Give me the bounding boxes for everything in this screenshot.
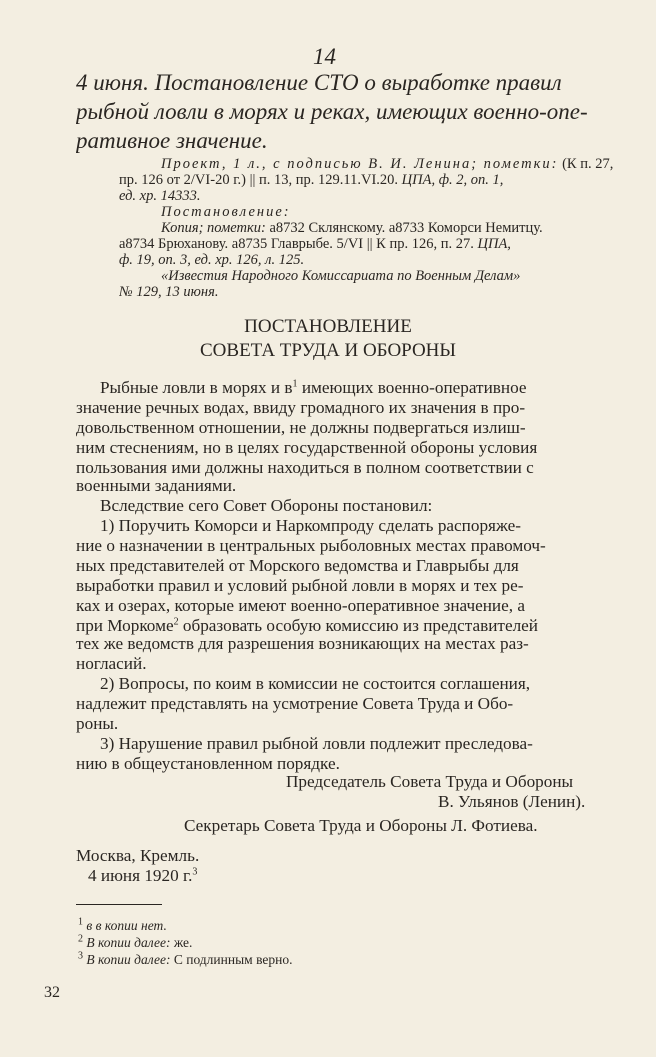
archival-line-1: Проект, 1 л., с подписью В. И. Ленина; пометки: (К п. 27, [161, 156, 614, 172]
signature-secretary: Секретарь Совета Труда и Обороны Л. Фотиева. [184, 816, 538, 835]
archival-line-8: «Известия Народного Комиссариата по Военным Делам» [161, 268, 521, 284]
date-line: 4 июня 1920 г.$^3$ [88, 866, 198, 885]
archival-line-6: а8734 Брюханову. а8735 Главрыбе. 5/VI || К пр. 126, п. 27. ЦПА, [119, 236, 511, 252]
document-title-line-1: ПОСТАНОВЛЕНИЕ [244, 316, 412, 337]
archival-line-4: Постановление: [161, 204, 291, 220]
heading-line-3: ративное значение. [76, 128, 268, 153]
body-line-17: надлежит представлять на усмотрение Совета Труда и Обо- [76, 694, 514, 713]
body-line-15: ногласий. [76, 654, 147, 673]
footnote-divider [76, 904, 162, 905]
archival-line-3: ед. хр. 14333. [119, 188, 201, 204]
page-number-bottom: 32 [44, 984, 60, 1001]
body-line-20: нию в общеустановленном порядке. [76, 754, 340, 773]
body-line-2: значение речных водах, ввиду громадного их значения в про- [76, 398, 526, 417]
footnote-3: $^3$ В копии далее: С подлинным верно. [78, 950, 293, 967]
body-line-1: Рыбные ловли в морях и $в^1$ имеющих военно-оперативное [100, 378, 527, 397]
footnote-1: $^1$ в в копии нет. [78, 916, 167, 933]
document-title-line-2: СОВЕТА ТРУДА И ОБОРОНЫ [200, 340, 456, 361]
body-line-19: 3) Нарушение правил рыбной ловли подлежит преследова- [100, 734, 533, 753]
archival-line-5: Копия; пометки: а8732 Склянскому. а8733 Коморси Немитцу. [161, 220, 543, 236]
archival-line-7: ф. 19, оп. 3, ед. хр. 126, л. 125. [119, 252, 305, 268]
body-line-6: военными заданиями. [76, 476, 237, 495]
signature-chairman-title: Председатель Совета Труда и Обороны [286, 772, 574, 791]
signature-chairman-name: В. Ульянов (Ленин). [438, 792, 586, 811]
archival-line-9: № 129, 13 июня. [119, 284, 219, 300]
footnote-2: $^2$ В копии далее: же. [78, 933, 193, 950]
heading-line-1: 4 июня. Постановление СТО о выработке правил [76, 70, 562, 95]
body-line-11: выработки правил и условий рыбной ловли в морях и тех ре- [76, 576, 524, 595]
heading-line-2: рыбной ловли в морях и реках, имеющих военно-опе- [76, 99, 588, 124]
body-line-8: 1) Поручить Коморси и Наркомпроду сделать распоряже- [100, 516, 521, 535]
body-line-4: ним стеснениям, но в целях государственной обороны условия [76, 438, 538, 457]
body-line-3: довольственном отношении, не должны подвергаться излиш- [76, 418, 526, 437]
body-line-16: 2) Вопросы, по коим в комиссии не состоится соглашения, [100, 674, 531, 693]
archival-line-2: пр. 126 от 2/VI-20 г.) || п. 13, пр. 129.11.VI.20. ЦПА, ф. 2, оп. 1, [119, 172, 504, 188]
body-line-18: роны. [76, 714, 119, 733]
body-line-9: ние о назначении в центральных рыболовных местах правомоч- [76, 536, 546, 555]
page-number-top: 14 [313, 44, 336, 69]
body-line-13: при Моркоме$^2$ образовать особую комиссию из представителей [76, 616, 538, 635]
body-line-12: ках и озерах, которые имеют военно-оперативное значение, а [76, 596, 525, 615]
place-line: Москва, Кремль. [76, 846, 200, 865]
body-line-5: пользования ими должны находиться в полном соответствии с [76, 458, 534, 477]
body-line-10: ных представителей от Морского ведомства и Главрыбы для [76, 556, 519, 575]
body-line-7: Вследствие сего Совет Обороны постановил: [100, 496, 433, 515]
body-line-14: тех же ведомств для разрешения возникающих на местах раз- [76, 634, 529, 653]
